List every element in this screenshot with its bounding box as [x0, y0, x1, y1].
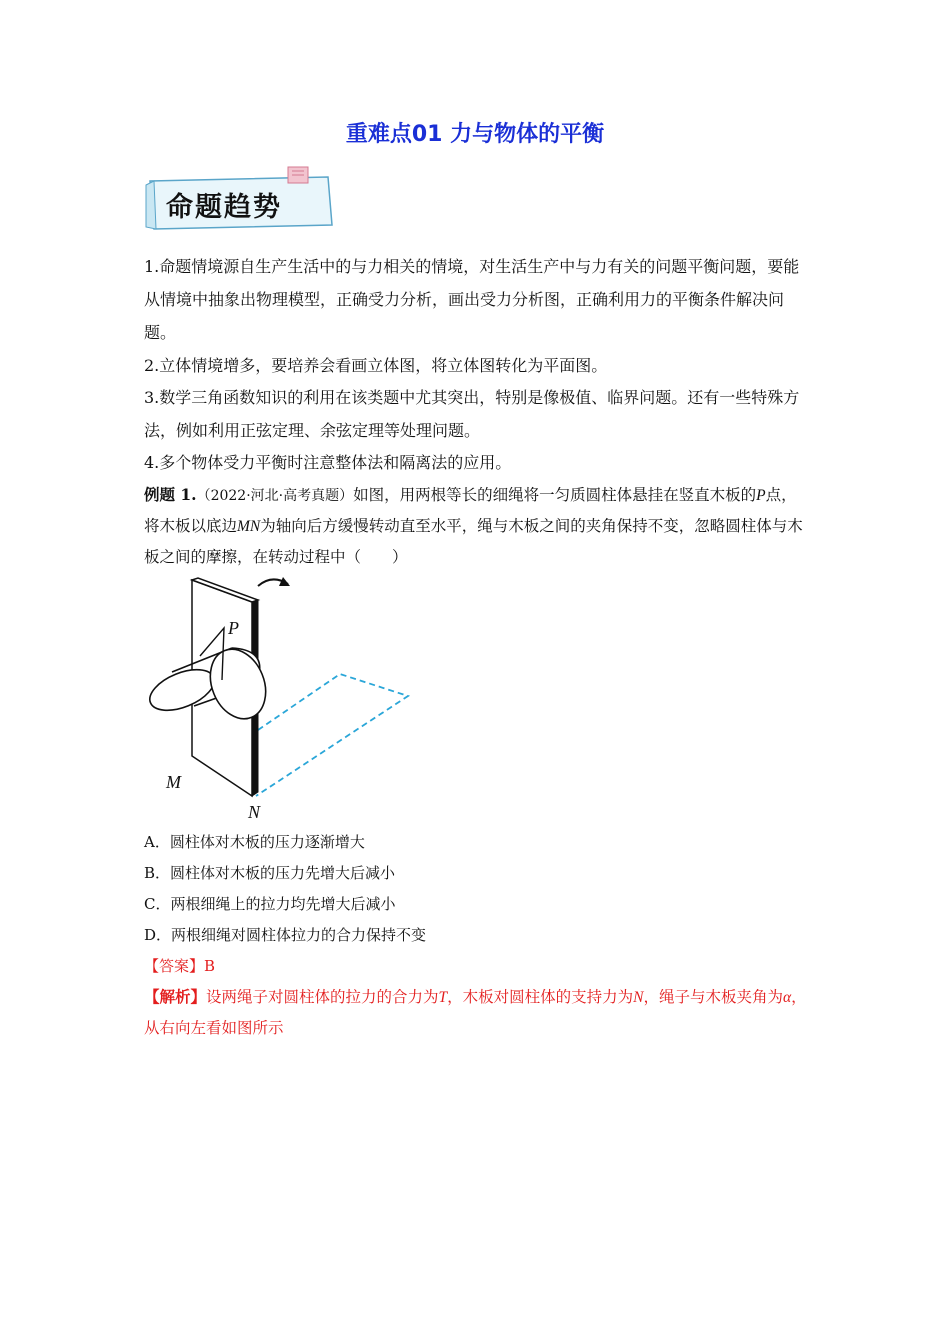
option-a: A．圆柱体对木板的压力逐渐增大 [144, 833, 365, 851]
answer-line [144, 951, 215, 981]
trend-item-3: 3.数学三角函数知识的利用在该类题中尤其突出，特别是像极值、临界问题。还有一些特殊方法，例如利用正弦定理、余弦定理等处理问题。 [144, 388, 800, 440]
example-stem-2: 点，将木板以底边 [144, 486, 797, 535]
answer-label: 【答案】 [144, 957, 205, 975]
analysis-text-3: ，绳子与木板夹角为 [643, 988, 784, 1006]
analysis-text-2: ，木板对圆柱体的支持力为 [447, 988, 634, 1006]
var-t: T [438, 989, 448, 1006]
option-c: C．两根细绳上的拉力均先增大后减小 [144, 895, 396, 913]
analysis-label: 【解析】 [144, 987, 207, 1006]
option-d: D．两根细绳对圆柱体拉力的合力保持不变 [144, 926, 427, 944]
example-stem-1: 如图，用两根等长的细绳将一匀质圆柱体悬挂在竖直木板的 [353, 486, 757, 504]
label-n: N [248, 802, 261, 822]
label-m: M [166, 772, 181, 792]
example-source: （2022·河北·高考真题） [196, 488, 354, 504]
example-question [144, 480, 812, 572]
answer-value: B [204, 957, 216, 975]
example-stem-3: 为轴向后方缓慢转动直至水平，绳与木板之间的夹角保持不变，忽略圆柱体与木板之间的摩擦，在转动过程中（ ） [144, 517, 803, 566]
page-title: 重难点01 力与物体的平衡 [345, 122, 605, 147]
analysis [144, 982, 812, 1043]
analysis-text-4: ，从右向左看如图所示 [144, 988, 807, 1037]
trend-item-2: 2.立体情境增多，要培养会看画立体图，将立体图转化为平面图。 [144, 356, 608, 375]
var-p: P [756, 487, 766, 504]
label-p: P [228, 618, 239, 638]
analysis-text-1: 设两绳子对圆柱体的拉力的合力为 [206, 988, 439, 1006]
var-n: N [633, 989, 644, 1006]
banner-heading: 命题趋势 [166, 192, 282, 223]
trend-item-4: 4.多个物体受力平衡时注意整体法和隔离法的应用。 [144, 453, 512, 472]
trend-item-1: 1.命题情境源自生产生活中的与力相关的情境，对生活生产中与力有关的问题平衡问题，要能从情境中抽象出物理模型，正确受力分析，画出受力分析图，正确利用力的平衡条件解决问题。 [144, 257, 800, 342]
option-b: B．圆柱体对木板的压力先增大后减小 [144, 864, 396, 882]
var-mn: MN [237, 518, 261, 535]
var-alpha: α [783, 989, 792, 1006]
board-cylinder-figure [140, 572, 420, 828]
example-label: 例题 1. [144, 485, 197, 504]
